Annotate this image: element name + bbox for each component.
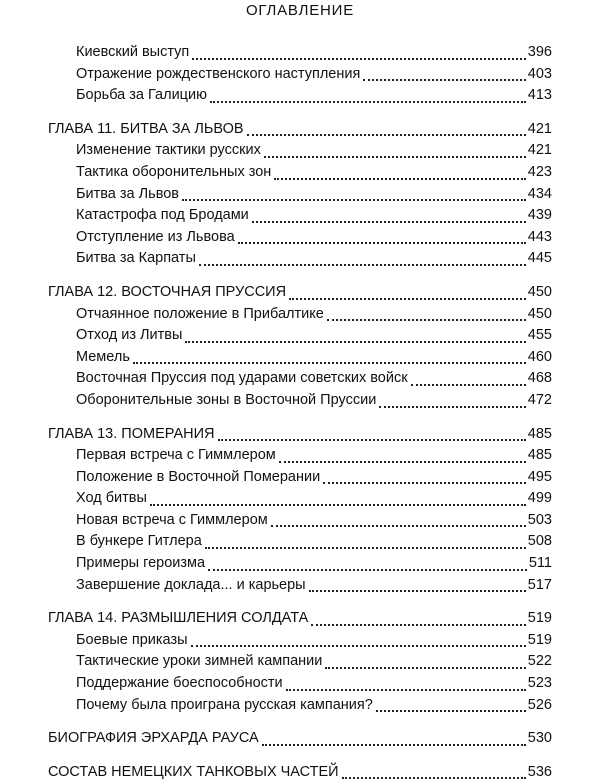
toc-entry-page: 472 — [527, 391, 552, 408]
toc-entry-title: Боевые приказы — [76, 631, 188, 648]
toc-entry[interactable] — [48, 304, 552, 326]
leader-dots — [286, 689, 526, 691]
leader-dots — [199, 264, 526, 266]
toc-entry-page: 434 — [527, 185, 552, 202]
toc-entry-title: Восточная Пруссия под ударами советских войск — [76, 370, 408, 387]
toc-group-units — [48, 762, 552, 783]
toc-entry-page: 403 — [527, 65, 552, 82]
toc-entry-title: Отчаянное положение в Прибалтике — [76, 305, 324, 322]
toc-group-chapter-14 — [48, 608, 552, 716]
toc-entry-page: 522 — [527, 653, 552, 670]
toc-entry-page: 439 — [527, 207, 552, 224]
leader-dots — [311, 624, 526, 626]
toc-entry-page: 499 — [527, 490, 552, 507]
leader-dots — [363, 79, 525, 81]
chapter-heading[interactable] — [48, 424, 552, 446]
toc-entry[interactable] — [48, 467, 552, 489]
leader-dots — [274, 178, 526, 180]
leader-dots — [289, 298, 526, 300]
leader-dots — [325, 667, 525, 669]
toc-entry-title: Изменение тактики русских — [76, 142, 261, 159]
toc-entry[interactable] — [48, 347, 552, 369]
chapter-page: 450 — [527, 283, 552, 300]
toc-entry-title: Отход из Литвы — [76, 327, 183, 344]
toc-entry-page: 445 — [527, 250, 552, 267]
toc-entry-page: 413 — [527, 87, 552, 104]
toc-entry[interactable] — [48, 445, 552, 467]
toc-entry-page: 468 — [527, 370, 552, 387]
chapter-title: ГЛАВА 14. РАЗМЫШЛЕНИЯ СОЛДАТА — [48, 610, 309, 627]
toc-entry-title: Битва за Львов — [76, 185, 180, 202]
chapter-heading[interactable] — [48, 119, 552, 141]
toc-entry-page: 443 — [527, 228, 552, 245]
appendix-heading[interactable] — [48, 728, 552, 750]
toc-entry-page: 485 — [527, 447, 552, 464]
toc-entry-title: Новая встреча с Гиммлером — [76, 511, 268, 528]
leader-dots — [411, 384, 526, 386]
toc-entry[interactable] — [48, 531, 552, 553]
toc-group-biography — [48, 728, 552, 750]
toc-entry-title: Ход битвы — [76, 490, 147, 507]
toc-entry[interactable] — [48, 651, 552, 673]
toc-entry[interactable] — [48, 325, 552, 347]
toc-entry[interactable] — [48, 390, 552, 412]
toc-entry-title: Отступление из Львова — [76, 228, 235, 245]
toc-entry[interactable] — [48, 248, 552, 270]
chapter-page: 421 — [527, 120, 552, 137]
toc-entry-page: 455 — [527, 327, 552, 344]
toc-entry[interactable] — [48, 227, 552, 249]
leader-dots — [191, 645, 526, 647]
toc-entry-title: Отражение рождественского наступления — [76, 65, 361, 82]
toc-entry-title: Борьба за Галицию — [76, 87, 207, 104]
leader-dots — [342, 777, 526, 779]
toc-entry[interactable] — [48, 488, 552, 510]
toc-entry-title: Поддержание боеспособности — [76, 675, 283, 692]
toc-entry-title: Положение в Восточной Померании — [76, 468, 321, 485]
toc-entry-page: 495 — [527, 468, 552, 485]
appendix-title: БИОГРАФИЯ ЭРХАРДА РАУСА — [48, 730, 259, 747]
leader-dots — [262, 744, 526, 746]
toc-entry-title: Завершение доклада... и карьеры — [76, 576, 306, 593]
toc-entry-title: В бункере Гитлера — [76, 533, 202, 550]
toc-entry-page: 526 — [527, 696, 552, 713]
toc-entry[interactable] — [48, 162, 552, 184]
leader-dots — [150, 504, 526, 506]
toc-entry[interactable] — [48, 368, 552, 390]
toc-entry-title: Оборонительные зоны в Восточной Пруссии — [76, 391, 377, 408]
leader-dots — [205, 547, 526, 549]
leader-dots — [208, 569, 527, 571]
toc-entry-page: 503 — [527, 511, 552, 528]
leader-dots — [252, 221, 526, 223]
toc-entry[interactable] — [48, 42, 552, 64]
leader-dots — [192, 58, 526, 60]
toc-entry[interactable] — [48, 510, 552, 532]
toc-entry[interactable] — [48, 205, 552, 227]
appendix-title: СОСТАВ НЕМЕЦКИХ ТАНКОВЫХ ЧАСТЕЙ — [48, 763, 339, 780]
leader-dots — [185, 341, 525, 343]
toc-entry[interactable] — [48, 575, 552, 597]
toc-entry-page: 519 — [527, 631, 552, 648]
leader-dots — [279, 461, 526, 463]
toc-entry-title: Катастрофа под Бродами — [76, 207, 249, 224]
toc-entry[interactable] — [48, 695, 552, 717]
toc-entry-page: 423 — [527, 163, 552, 180]
toc-entry-page: 508 — [527, 533, 552, 550]
toc-entry[interactable] — [48, 85, 552, 107]
chapter-page: 519 — [527, 610, 552, 627]
toc-entry-title: Почему была проиграна русская кампания? — [76, 696, 373, 713]
leader-dots — [309, 590, 526, 592]
leader-dots — [264, 156, 526, 158]
toc-entry-title: Примеры героизма — [76, 555, 206, 572]
toc-entry-page: 523 — [527, 675, 552, 692]
toc-entry[interactable] — [48, 553, 552, 575]
leader-dots — [182, 199, 526, 201]
leader-dots — [210, 101, 526, 103]
leader-dots — [238, 242, 526, 244]
leader-dots — [271, 525, 526, 527]
chapter-page: 485 — [527, 425, 552, 442]
chapter-title: ГЛАВА 11. БИТВА ЗА ЛЬВОВ — [48, 120, 244, 137]
leader-dots — [323, 482, 526, 484]
toc-entry[interactable] — [48, 630, 552, 652]
toc-entry-page: 450 — [527, 305, 552, 322]
leader-dots — [218, 439, 526, 441]
toc-entry-page: 511 — [528, 555, 552, 572]
toc-entry-page: 517 — [527, 576, 552, 593]
toc-entry[interactable] — [48, 64, 552, 86]
leader-dots — [376, 710, 526, 712]
toc-group-chapter-11 — [48, 119, 552, 270]
toc-entry-title: Первая встреча с Гиммлером — [76, 447, 276, 464]
toc-entry[interactable] — [48, 184, 552, 206]
toc-entry[interactable] — [48, 673, 552, 695]
toc-entry-page: 421 — [527, 142, 552, 159]
table-of-contents — [48, 42, 552, 783]
chapter-heading[interactable] — [48, 608, 552, 630]
toc-entry-page: 396 — [527, 44, 552, 60]
leader-dots — [379, 406, 526, 408]
toc-entry-title: Киевский выступ — [76, 44, 190, 60]
chapter-title: ГЛАВА 13. ПОМЕРАНИЯ — [48, 425, 215, 442]
toc-entry[interactable] — [48, 140, 552, 162]
chapter-heading[interactable] — [48, 282, 552, 304]
appendix-page: 530 — [527, 730, 552, 747]
page-title: ОГЛАВЛЕНИЕ — [245, 2, 355, 19]
toc-entry-page: 460 — [527, 348, 552, 365]
toc-entry-title: Тактика оборонительных зон — [76, 163, 272, 180]
toc-group-chapter-13 — [48, 424, 552, 597]
leader-dots — [133, 362, 526, 364]
chapter-title: ГЛАВА 12. ВОСТОЧНАЯ ПРУССИЯ — [48, 283, 287, 300]
toc-entry-title: Битва за Карпаты — [76, 250, 196, 267]
leader-dots — [247, 134, 526, 136]
toc-entry-title: Тактические уроки зимней кампании — [76, 653, 323, 670]
toc-group-intro — [48, 42, 552, 107]
leader-dots — [327, 319, 526, 321]
toc-entry-title: Мемель — [76, 348, 130, 365]
toc-group-chapter-12 — [48, 282, 552, 412]
appendix-heading[interactable] — [48, 762, 552, 783]
appendix-page: 536 — [527, 763, 552, 780]
